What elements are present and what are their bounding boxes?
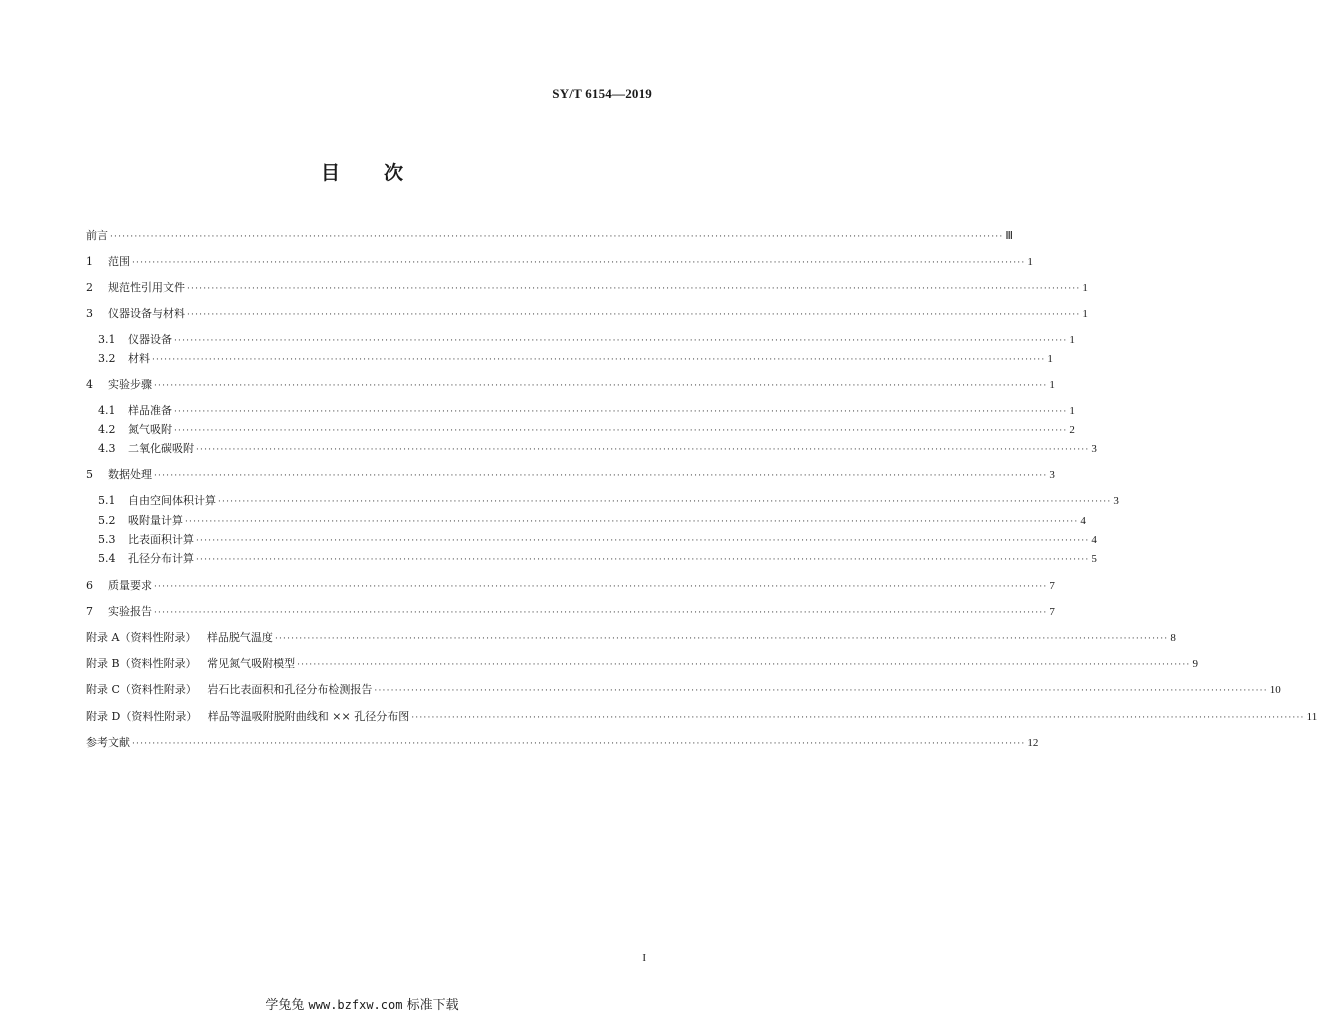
toc-entry-page: 7	[1049, 580, 1055, 592]
toc-entry-page: 1	[1027, 256, 1033, 268]
toc-entry-number: 5.1	[98, 494, 116, 507]
toc-entry[interactable]	[86, 280, 1088, 296]
toc-entry-page: 7	[1049, 606, 1055, 618]
toc-entry-title: 仪器设备与材料	[108, 307, 185, 320]
toc-entry-title: 孔径分布计算	[128, 552, 194, 565]
footer-site[interactable]: www.bzfxw.com	[308, 998, 403, 1012]
toc-entry-page: 3	[1091, 443, 1097, 455]
toc-entry-number: 4.3	[98, 442, 116, 455]
toc-entry-title: 附录 C（资料性附录） 岩石比表面积和孔径分布检测报告	[86, 683, 373, 696]
toc-entry-title: 质量要求	[108, 579, 152, 592]
toc-entry-title: 实验报告	[108, 605, 152, 618]
toc-entry-page: 3	[1049, 469, 1055, 481]
toc-entry-number: 4.1	[98, 404, 116, 417]
toc-entry-label	[86, 403, 172, 419]
standard-number: SY/T 6154—2019	[552, 86, 652, 101]
toc-entry-title: 自由空间体积计算	[128, 494, 216, 507]
leader-dots: ····························································································································································································································	[196, 555, 1090, 565]
toc-entry-label	[86, 422, 172, 438]
leader-dots: ····························································································································································································································	[152, 355, 1046, 365]
toc-entry-page: 5	[1091, 553, 1097, 565]
toc-entry[interactable]	[86, 735, 1039, 751]
page-title	[0, 158, 724, 185]
toc-entry-page: 4	[1080, 515, 1086, 527]
toc-entry[interactable]	[86, 403, 1075, 419]
toc-entry-title: 实验步骤	[108, 378, 152, 391]
toc-entry-page: 8	[1170, 632, 1176, 644]
leader-dots: ····························································································································································································································	[196, 445, 1090, 455]
toc-entry-number: 1	[86, 255, 93, 268]
toc-entry[interactable]	[86, 656, 1198, 672]
toc-entry[interactable]	[86, 254, 1033, 270]
toc-entry-page: 1	[1047, 353, 1053, 365]
toc-entry[interactable]	[86, 551, 1097, 567]
toc-entry-label	[86, 630, 273, 646]
footer	[0, 994, 724, 1013]
toc-entry-title: 数据处理	[108, 468, 152, 481]
toc-entry-page: 4	[1091, 534, 1097, 546]
leader-dots: ····························································································································································································································	[187, 310, 1081, 320]
toc-entry-label	[86, 493, 216, 509]
toc-entry-page: 3	[1113, 495, 1119, 507]
toc-entry-label	[86, 532, 194, 548]
toc-entry-title: 参考文献	[86, 736, 130, 749]
toc-entry-label	[86, 513, 183, 529]
leader-dots: ····························································································································································································································	[154, 471, 1048, 481]
toc-entry-number: 2	[86, 281, 93, 294]
toc-entry-title: 吸附量计算	[128, 514, 183, 527]
leader-dots: ····························································································································································································································	[187, 284, 1081, 294]
toc-entry-label	[86, 604, 152, 620]
leader-dots: ····························································································································································································································	[110, 232, 1004, 242]
toc-entry-page: Ⅲ	[1005, 230, 1013, 242]
toc-entry-number: 4	[86, 378, 93, 391]
toc-entry-number: 3	[86, 307, 93, 320]
toc-entry-title: 前言	[86, 229, 108, 242]
toc-entry[interactable]	[86, 630, 1176, 646]
toc-entry-title: 仪器设备	[128, 333, 172, 346]
leader-dots: ····························································································································································································································	[185, 517, 1079, 527]
toc-entry[interactable]	[86, 306, 1088, 322]
toc-entry-number: 5.2	[98, 514, 116, 527]
toc-entry-title: 规范性引用文件	[108, 281, 185, 294]
toc-entry-page: 2	[1069, 424, 1075, 436]
toc-entry-page: 1	[1049, 379, 1055, 391]
toc-entry-number: 3.1	[98, 333, 116, 346]
toc-entry-title: 二氧化碳吸附	[128, 442, 194, 455]
footer-left-text: 学兔兔	[265, 998, 305, 1013]
toc-entry-page: 10	[1269, 684, 1281, 696]
toc-entry-title: 氮气吸附	[128, 423, 172, 436]
toc-entry-title: 比表面积计算	[128, 533, 194, 546]
leader-dots: ····························································································································································································································	[132, 258, 1026, 268]
toc-entry-title: 范围	[108, 255, 130, 268]
toc-entry-label	[86, 735, 130, 751]
toc-entry[interactable]	[86, 351, 1053, 367]
toc-entry[interactable]	[86, 709, 1317, 725]
toc-entry[interactable]	[86, 422, 1075, 438]
toc-entry-title: 附录 D（资料性附录） 样品等温吸附脱附曲线和 ×× 孔径分布图	[86, 710, 410, 723]
toc-entry-page: 1	[1069, 334, 1075, 346]
leader-dots: ····························································································································································································································	[374, 686, 1268, 696]
toc-entry[interactable]	[86, 228, 1013, 244]
page-number: I	[642, 952, 646, 964]
toc-entry-label	[86, 332, 172, 348]
toc-entry-number: 7	[86, 605, 93, 618]
toc-entry-title: 附录 A（资料性附录） 样品脱气温度	[86, 631, 273, 644]
toc-entry[interactable]	[86, 513, 1086, 529]
toc-entry-number: 6	[86, 579, 93, 592]
toc-entry-page: 1	[1069, 405, 1075, 417]
toc-entry[interactable]	[86, 682, 1281, 698]
toc-entry-title: 材料	[128, 352, 150, 365]
toc-entry-label	[86, 467, 152, 483]
title-char-2: 次	[384, 162, 404, 184]
toc-entry[interactable]	[86, 467, 1055, 483]
toc-entry[interactable]	[86, 578, 1055, 594]
footer-right-text: 标准下载	[406, 998, 459, 1013]
toc-entry-label	[86, 682, 372, 698]
leader-dots: ····························································································································································································································	[174, 407, 1068, 417]
toc-entry-label	[86, 578, 152, 594]
toc-entry-label	[86, 656, 295, 672]
toc-entry-page: 1	[1082, 282, 1088, 294]
toc-entry[interactable]	[86, 441, 1097, 457]
toc-entry-number: 5	[86, 468, 93, 481]
toc-entry-number: 5.4	[98, 552, 116, 565]
toc-entry-number: 5.3	[98, 533, 116, 546]
toc-entry-label	[86, 551, 194, 567]
leader-dots: ····························································································································································································································	[411, 713, 1305, 723]
toc-entry[interactable]	[86, 332, 1075, 348]
leader-dots: ····························································································································································································································	[196, 536, 1090, 546]
leader-dots: ····························································································································································································································	[174, 336, 1068, 346]
leader-dots: ····························································································································································································································	[274, 634, 1169, 644]
leader-dots: ····························································································································································································································	[174, 426, 1068, 436]
toc-entry-page: 12	[1027, 737, 1039, 749]
toc-entry[interactable]	[86, 604, 1055, 620]
toc-entry-title: 附录 B（资料性附录） 常见氮气吸附模型	[86, 657, 296, 670]
leader-dots: ····························································································································································································································	[132, 739, 1026, 749]
toc-entry-title: 样品准备	[128, 404, 172, 417]
leader-dots: ····························································································································································································································	[154, 608, 1048, 618]
toc-entry-page: 1	[1082, 308, 1088, 320]
toc-entry-page: 9	[1192, 658, 1198, 670]
toc-entry-label	[86, 377, 152, 393]
toc-entry-number: 4.2	[98, 423, 116, 436]
toc-entry-label	[86, 709, 409, 725]
leader-dots: ····························································································································································································································	[154, 582, 1048, 592]
toc-entry[interactable]	[86, 377, 1055, 393]
toc-entry-page: 11	[1306, 711, 1317, 723]
toc-entry-label	[86, 280, 185, 296]
toc-entry-label	[86, 351, 150, 367]
toc-entry-number: 3.2	[98, 352, 116, 365]
toc-entry-label	[86, 441, 194, 457]
toc-entry[interactable]	[86, 493, 1119, 509]
toc-entry-label	[86, 306, 185, 322]
title-char-1: 目	[320, 162, 340, 184]
toc-entry-label	[86, 228, 108, 244]
leader-dots: ····························································································································································································································	[218, 497, 1112, 507]
toc-entry[interactable]	[86, 532, 1097, 548]
leader-dots: ····························································································································································································································	[297, 660, 1191, 670]
leader-dots: ····························································································································································································································	[154, 381, 1048, 391]
toc-entry-label	[86, 254, 130, 270]
